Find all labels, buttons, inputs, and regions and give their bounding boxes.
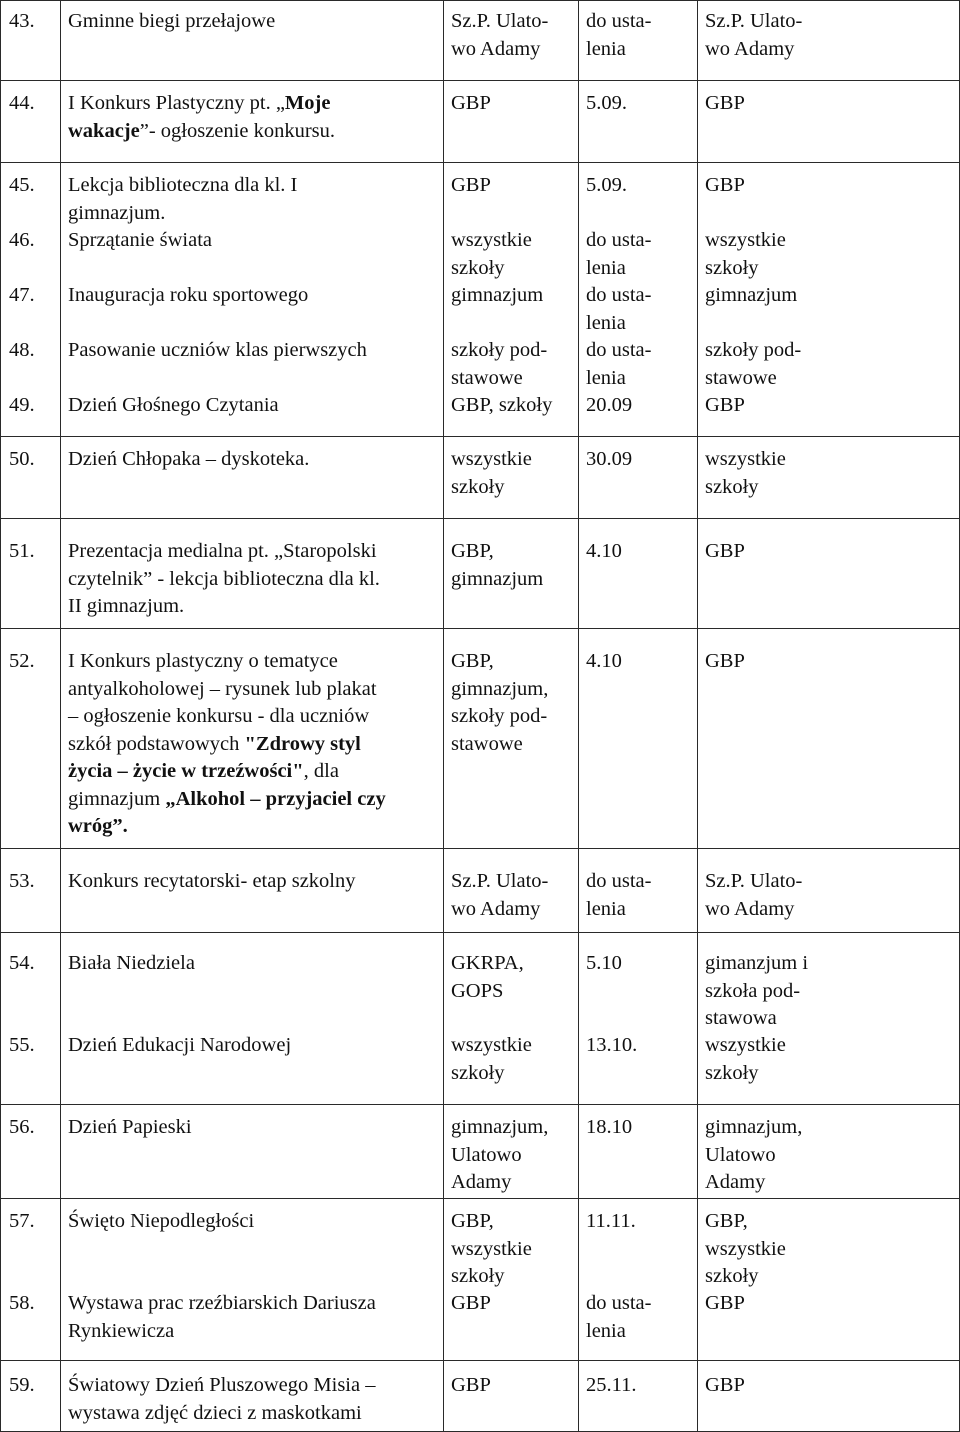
responsible: GBP: [705, 1374, 745, 1396]
row-number: 50.: [9, 448, 35, 470]
row-divider: [0, 518, 960, 519]
date: 4.10: [586, 540, 622, 562]
date: do usta- lenia: [586, 284, 652, 334]
responsible: GBP: [705, 650, 745, 672]
responsible: GBP: [705, 540, 745, 562]
organizer: wszystkie szkoły: [451, 448, 532, 498]
column-divider: [443, 0, 444, 1432]
event-name: Prezentacja medialna pt. „Staropolski czytelnik” - lekcja biblioteczna dla kl. II gimnazjum.: [68, 540, 380, 617]
event-name: Światowy Dzień Pluszowego Misia – wystawa zdjęć dzieci z maskotkami: [68, 1374, 376, 1424]
event-name: Gminne biegi przełajowe: [68, 10, 276, 32]
date: do usta- lenia: [586, 10, 652, 60]
row-divider: [0, 1360, 960, 1361]
organizer: GBP, gimnazjum: [451, 540, 544, 590]
row-divider: [0, 436, 960, 437]
date: do usta- lenia: [586, 1292, 652, 1342]
event-name: [68, 90, 440, 145]
organizer: GKRPA, GOPS: [451, 952, 524, 1002]
date: 11.11.: [586, 1210, 636, 1232]
organizer: GBP: [451, 1374, 491, 1396]
event-name: Pasowanie uczniów klas pierwszych: [68, 339, 367, 361]
organizer: GBP, szkoły: [451, 394, 553, 416]
event-name: [68, 648, 440, 841]
row-number: 53.: [9, 870, 35, 892]
row-divider: [0, 848, 960, 849]
date: 5.10: [586, 952, 622, 974]
column-divider: [578, 0, 579, 1432]
event-name: Święto Niepodległości: [68, 1210, 255, 1232]
organizer: GBP: [451, 92, 491, 114]
event-name: Dzień Chłopaka – dyskoteka.: [68, 448, 310, 470]
organizer: wszystkie szkoły: [451, 229, 532, 279]
event-bold-text: „Alkohol – przyjaciel czy wróg”.: [68, 787, 386, 837]
responsible: GBP, wszystkie szkoły: [705, 1210, 786, 1287]
event-name: Dzień Papieski: [68, 1116, 192, 1138]
date: do usta- lenia: [586, 339, 652, 389]
date: 5.09.: [586, 92, 627, 114]
date: do usta- lenia: [586, 229, 652, 279]
row-number: 55.: [9, 1034, 35, 1056]
date: 30.09: [586, 448, 633, 470]
event-name: Lekcja biblioteczna dla kl. I gimnazjum.: [68, 174, 298, 224]
row-divider: [0, 628, 960, 629]
organizer: Sz.P. Ulato- wo Adamy: [451, 10, 549, 60]
event-name: Sprzątanie świata: [68, 229, 213, 251]
row-number: 59.: [9, 1374, 35, 1396]
table-border-top: [0, 0, 960, 1]
row-number: 48.: [9, 339, 35, 361]
organizer: GBP, wszystkie szkoły: [451, 1210, 532, 1287]
responsible: Sz.P. Ulato- wo Adamy: [705, 870, 803, 920]
event-bold-text: Moje wakacje: [68, 92, 331, 142]
row-number: 44.: [9, 92, 35, 114]
row-number: 57.: [9, 1210, 35, 1232]
row-number: 51.: [9, 540, 35, 562]
organizer: Sz.P. Ulato- wo Adamy: [451, 870, 549, 920]
responsible: GBP: [705, 92, 745, 114]
event-bold-text: "Zdrowy styl życia – życie w trzeźwości": [68, 732, 361, 782]
organizer: GBP: [451, 174, 491, 196]
organizer: szkoły pod- stawowe: [451, 339, 548, 389]
row-divider: [0, 1198, 960, 1199]
row-number: 43.: [9, 10, 35, 32]
event-name: Konkurs recytatorski- etap szkolny: [68, 870, 356, 892]
event-text: , dla gimnazjum: [68, 760, 339, 810]
responsible: gimnazjum: [705, 284, 798, 306]
event-name: Dzień Edukacji Narodowej: [68, 1034, 292, 1056]
date: 25.11.: [586, 1374, 637, 1396]
row-number: 49.: [9, 394, 35, 416]
responsible: gimnazjum, Ulatowo Adamy: [705, 1116, 803, 1193]
date: do usta- lenia: [586, 870, 652, 920]
date: 5.09.: [586, 174, 627, 196]
organizer: wszystkie szkoły: [451, 1034, 532, 1084]
responsible: GBP: [705, 174, 745, 196]
responsible: GBP: [705, 1292, 745, 1314]
event-name: Wystawa prac rzeźbiarskich Dariusza Rynkiewicza: [68, 1292, 376, 1342]
row-number: 45.: [9, 174, 35, 196]
responsible: wszystkie szkoły: [705, 448, 786, 498]
row-divider: [0, 1104, 960, 1105]
row-number: 46.: [9, 229, 35, 251]
organizer: gimnazjum, Ulatowo Adamy: [451, 1116, 549, 1193]
row-divider: [0, 80, 960, 81]
event-text: I Konkurs Plastyczny pt. „: [68, 92, 285, 114]
responsible: szkoły pod- stawowe: [705, 339, 802, 389]
event-text: ”- ogłoszenie konkursu.: [139, 119, 336, 142]
row-number: 54.: [9, 952, 35, 974]
responsible: GBP: [705, 394, 745, 416]
row-number: 56.: [9, 1116, 35, 1138]
organizer: GBP, gimnazjum, szkoły pod- stawowe: [451, 650, 549, 755]
event-name: Dzień Głośnego Czytania: [68, 394, 279, 416]
responsible: wszystkie szkoły: [705, 1034, 786, 1084]
row-divider: [0, 932, 960, 933]
column-divider: [697, 0, 698, 1432]
row-divider: [0, 162, 960, 163]
date: 20.09: [586, 394, 633, 416]
row-number: 47.: [9, 284, 35, 306]
date: 13.10.: [586, 1034, 638, 1056]
responsible: wszystkie szkoły: [705, 229, 786, 279]
organizer: gimnazjum: [451, 284, 544, 306]
date: 4.10: [586, 650, 622, 672]
date: 18.10: [586, 1116, 633, 1138]
row-number: 58.: [9, 1292, 35, 1314]
event-text: I Konkurs plastyczny o tematyce antyalkoholowej – rysunek lub plakat – ogłoszenie konkursu - dla uczniów szkół podstawowych: [68, 650, 377, 755]
event-name: Biała Niedziela: [68, 952, 195, 974]
event-name: Inauguracja roku sportowego: [68, 284, 309, 306]
organizer: GBP: [451, 1292, 491, 1314]
row-number: 52.: [9, 650, 35, 672]
column-divider: [0, 0, 1, 1432]
responsible: gimanzjum i szkoła pod- stawowa: [705, 952, 809, 1029]
responsible: Sz.P. Ulato- wo Adamy: [705, 10, 803, 60]
